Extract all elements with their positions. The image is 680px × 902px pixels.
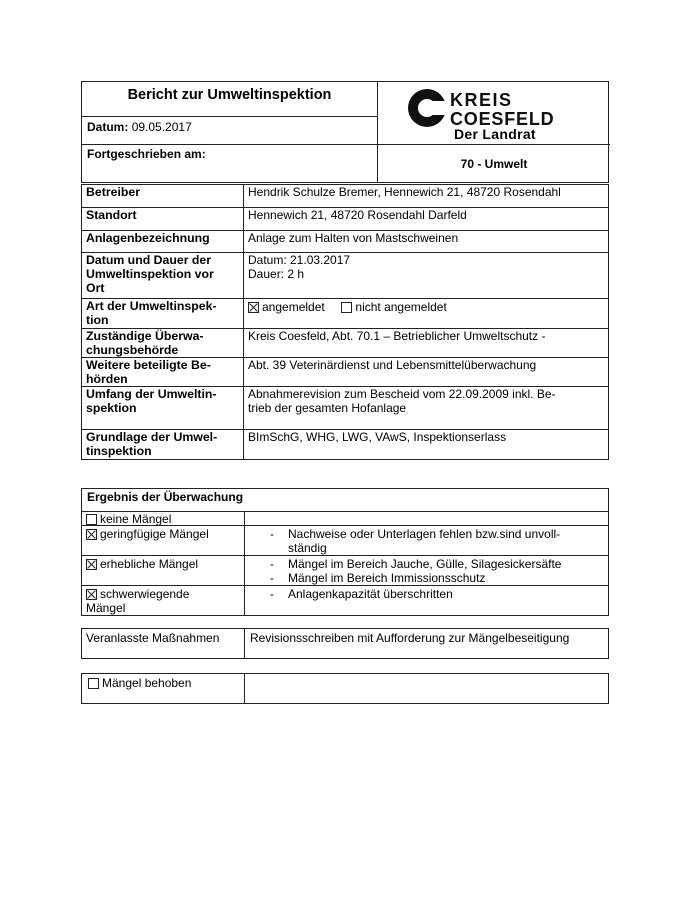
table-row — [82, 358, 609, 387]
logo-word-kreis: KREIS — [450, 90, 513, 110]
logo-word-coesfeld: COESFELD — [450, 109, 555, 129]
table-row — [82, 208, 609, 231]
scope-label: Umfang der Umweltin- spektion — [82, 387, 244, 430]
unannounced-label: nicht angemeldet — [355, 300, 447, 314]
list-item: - Mängel im Bereich Jauche, Gülle, Silagesickersäfte — [262, 557, 602, 571]
location-label: Standort — [82, 208, 244, 231]
measures-value: Revisionsschreiben mit Aufforderung zur Mängelbeseitigung — [250, 631, 570, 645]
table-row — [82, 387, 609, 430]
location-value: Hennewich 21, 48720 Rosendahl Darfeld — [244, 208, 609, 231]
report-date-row — [82, 116, 377, 144]
operator-label: Betreiber — [82, 185, 244, 208]
report-date-value: 09.05.2017 — [131, 120, 192, 134]
defects-fixed-label: Mängel behoben — [102, 676, 192, 690]
date-duration-value: Datum: 21.03.2017 Dauer: 2 h — [244, 253, 609, 299]
date-duration-label: Datum und Dauer der Umweltinspektion vor Ort — [82, 253, 244, 299]
announced-checkbox[interactable] — [248, 302, 259, 313]
defects-fixed-row — [81, 673, 609, 704]
result-section — [81, 488, 609, 616]
measures-row — [81, 628, 609, 659]
measures-label: Veranlasste Maßnahmen — [86, 631, 220, 645]
kreis-coesfeld-logo — [406, 87, 586, 129]
report-title: Bericht zur Umweltinspektion — [127, 87, 332, 103]
facility-value: Anlage zum Halten von Mastschweinen — [244, 231, 609, 253]
inspection-type-label: Art der Umweltinspek- tion — [82, 299, 244, 329]
updated-label: Fortgeschrieben am: — [82, 144, 377, 182]
significant-defects-label: erhebliche Mängel — [100, 557, 199, 571]
list-item: - Anlagenkapazität überschritten — [262, 587, 602, 601]
minor-defects-checkbox[interactable] — [86, 529, 97, 540]
basis-value: BImSchG, WHG, LWG, VAwS, Inspektionserlass — [244, 430, 609, 460]
list-item: - Nachweise oder Unterlagen fehlen bzw.sind unvoll- ständig — [262, 527, 602, 555]
no-defects-checkbox[interactable] — [86, 514, 97, 525]
table-row — [82, 299, 609, 329]
significant-defects-checkbox[interactable] — [86, 559, 97, 570]
header-right — [378, 82, 610, 182]
other-authorities-value: Abt. 39 Veterinärdienst und Lebensmittelüberwachung — [244, 358, 609, 387]
result-row-minor — [82, 525, 608, 556]
table-row — [82, 185, 609, 208]
minor-defects-label: geringfügige Mängel — [100, 527, 209, 541]
basis-label: Grundlage der Umwel- tinspektion — [82, 430, 244, 460]
result-row-none — [82, 511, 608, 526]
severe-defects-checkbox[interactable] — [86, 589, 97, 600]
table-row — [82, 430, 609, 460]
header-left — [82, 82, 378, 182]
department-label: 70 - Umwelt — [378, 144, 610, 183]
authority-label: Zuständige Überwa- chungsbehörde — [82, 329, 244, 358]
landrat-label: Der Landrat — [454, 126, 536, 142]
other-authorities-label: Weitere beteiligte Be- hörden — [82, 358, 244, 387]
table-row — [82, 231, 609, 253]
facility-label: Anlagenbezeichnung — [82, 231, 244, 253]
table-row — [82, 329, 609, 358]
list-item: - Mängel im Bereich Immissionsschutz — [262, 571, 602, 585]
result-row-significant — [82, 555, 608, 586]
inspection-info-table — [81, 184, 609, 460]
report-date-label: Datum: — [87, 120, 129, 134]
operator-value: Hendrik Schulze Bremer, Hennewich 21, 48720 Rosendahl — [244, 185, 609, 208]
announced-label: angemeldet — [262, 300, 325, 314]
authority-value: Kreis Coesfeld, Abt. 70.1 – Betrieblicher Umweltschutz - — [244, 329, 609, 358]
report-header — [81, 81, 609, 183]
scope-value: Abnahmerevision zum Bescheid vom 22.09.2009 inkl. Be- trieb der gesamten Hofanlage — [244, 387, 609, 430]
no-defects-label: keine Mängel — [100, 512, 172, 526]
result-row-severe — [82, 585, 608, 616]
result-heading: Ergebnis der Überwachung — [87, 490, 244, 504]
unannounced-checkbox[interactable] — [341, 302, 352, 313]
severe-defects-label-2: Mängel — [86, 601, 126, 615]
defects-fixed-checkbox[interactable] — [88, 678, 99, 689]
severe-defects-label-1: schwerwiegende — [100, 587, 190, 601]
inspection-type-value — [244, 299, 609, 329]
table-row — [82, 253, 609, 299]
